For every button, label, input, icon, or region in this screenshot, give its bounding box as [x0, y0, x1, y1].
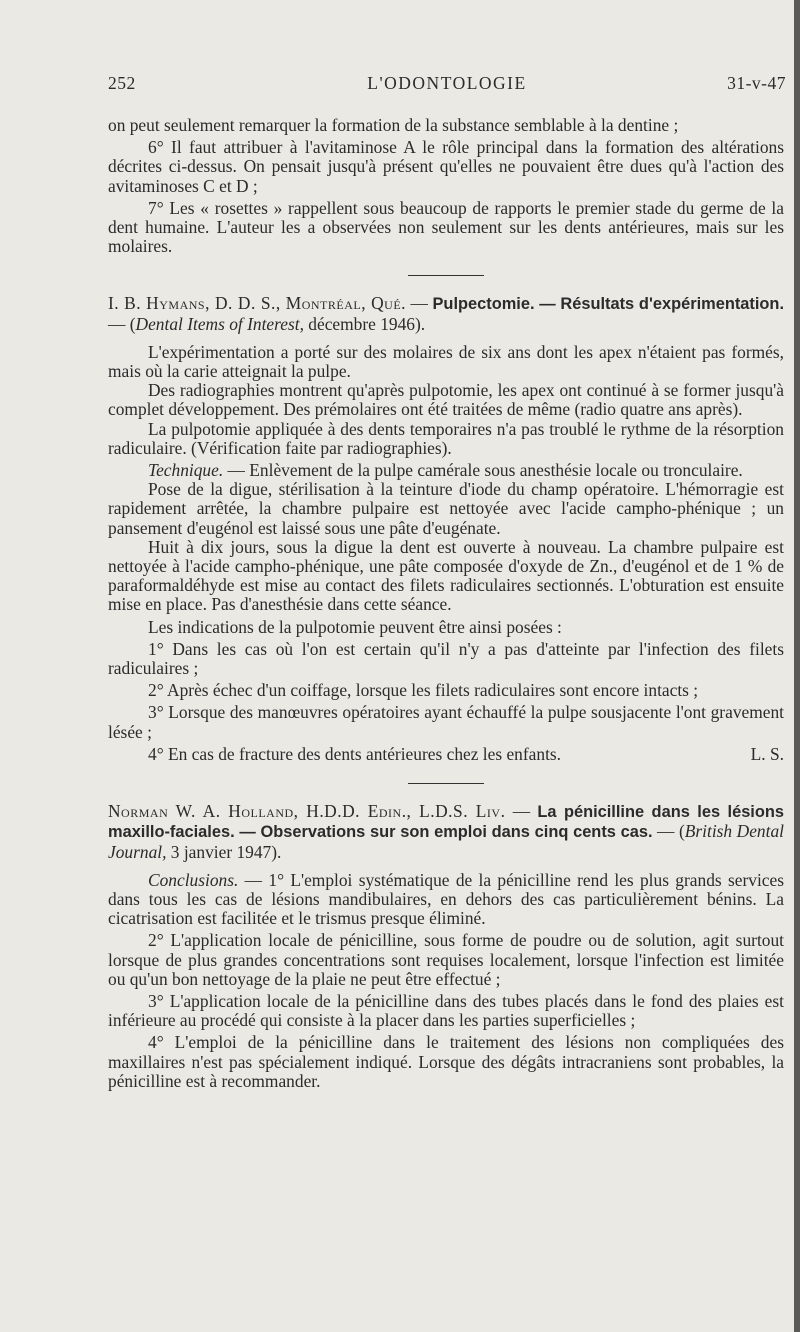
technique-paragraph: Technique. — Enlèvement de la pulpe camérale sous anesthésie locale ou tronculaire. — [148, 460, 743, 481]
conclusions-paragraph: Conclusions. — 1° L'emploi systématique de la pénicilline rend les plus grands services dans tous les cas de lésions mandibulaires, en dehors des cas particulièrement bénins. La cicatrisation est facilitée et le trismus presque éliminé. — [108, 869, 784, 929]
conclusions-label: Conclusions. — [148, 869, 239, 890]
intro-paragraph-3: 7° Les « rosettes » rappellent sous beaucoup de rapports le premier stade du germe de la dent humaine. L'auteur les a observées non seulement sur les dents antérieures, mais sur les molaires. — [108, 197, 784, 257]
technique-label: Technique. — [148, 460, 224, 481]
intro-paragraph-2: 6° Il faut attribuer à l'avitaminose A le rôle principal dans la formation des altérations décrites ci-dessus. On pensait jusqu'à présent qu'elles ne pouvaient être dues qu'à l'action des avitaminoses C et D ; — [108, 137, 784, 196]
article-source-date: décembre 1946). — [303, 313, 426, 334]
article-source: British Dental Journal, — [108, 821, 784, 862]
article-source: Dental Items of Interest, — [135, 313, 304, 334]
reviewer-signature: L. S. — [750, 743, 784, 764]
article-author: Norman W. A. Holland, H.D.D. Edin., L.D.S. Liv. — [108, 801, 506, 822]
body-paragraph: Huit à dix jours, sous la digue la dent est ouverte à nouveau. La chambre pulpaire est nettoyée à l'acide campho-phénique, une pâte composée d'oxyde de Zn., d'eugénol et de 1 % de paraformaldéhyde est mise au contact des filets radiculaires sectionnés. L'obturation est ensuite mise en place. Pas d'anesthésie dans cette séance. — [108, 536, 784, 615]
body-paragraph: L'expérimentation a porté sur des molaires de six ans dont les apex n'étaient pas formés, mais où la carie atteignait la pulpe. — [108, 341, 784, 382]
article-title: Pulpectomie. — Résultats d'expérimentation. — [432, 295, 784, 314]
article-hymans — [108, 294, 784, 764]
article-holland — [108, 802, 784, 1091]
body-paragraph: Pose de la digue, stérilisation à la teinture d'iode du champ opératoire. L'hémorragie est rapidement arrêtée, la chambre pulpaire est nettoyée avec l'acide campho-phénique ; un pansement d'eugénol est laissé sous une pâte d'eugénate. — [108, 479, 784, 538]
journal-title: L'ODONTOLOGIE — [367, 73, 527, 93]
conclusion-item: 2° L'application locale de pénicilline, sous forme de poudre ou de solution, agit surtout lorsque de plus grandes concentrations sont requises localement, lorsque l'infection est limitée ou qu'un bon nettoyage de la plaie ne peut être effectué ; — [108, 930, 784, 989]
article-title: La pénicilline dans les lésions maxillo-faciales. — Observations sur son emploi dans cinq cents cas. — [108, 803, 785, 842]
issue-date: 31-v-47 — [727, 73, 786, 93]
body-paragraph: Les indications de la pulpotomie peuvent être ainsi posées : — [148, 616, 562, 637]
conclusion-item: 3° L'application locale de la pénicilline dans des tubes placés dans le fond des plaies est inférieure au procédé qui consiste à la placer dans les parties superficielles ; — [108, 990, 784, 1031]
article-heading: I. B. Hymans, D. D. S., Montréal, Qué. — Pulpectomie. — Résultats d'expérimentation. — (Dental Items of Interest, décembre 1946). — [108, 293, 784, 334]
indication-item: 3° Lorsque des manœuvres opératoires ayant échauffé la pulpe sousjacente l'ont gravement lésée ; — [108, 702, 784, 742]
indication-item: 2° Après échec d'un coiffage, lorsque les filets radiculaires sont encore intacts ; — [148, 680, 699, 701]
intro-paragraph-1: on peut seulement remarquer la formation de la substance semblable à la dentine ; — [108, 115, 679, 135]
body-paragraph: Des radiographies montrent qu'après pulpotomie, les apex ont continué à se former jusqu'à complet développement. Des prémolaires ont été traitées de même (radio quatre ans après). — [108, 380, 784, 420]
indication-item: 1° Dans les cas où l'on est certain qu'il n'y a pas d'atteinte par l'infection des filets radiculaires ; — [108, 638, 784, 679]
page-edge-shadow — [794, 0, 800, 1332]
conclusion-item: 4° L'emploi de la pénicilline dans le traitement des lésions non compliquées des maxillaires n'est pas spécialement indiqué. Lorsque des dégâts intracraniens sont probables, la pénicilline est à recommander. — [108, 1032, 784, 1091]
body-paragraph: La pulpotomie appliquée à des dents temporaires n'a pas troublé le rythme de la résorption radiculaire. (Vérification faite par radiographies). — [108, 418, 784, 458]
page-body — [108, 116, 784, 1091]
article-author: I. B. Hymans, D. D. S., Montréal, Qué. — [108, 293, 407, 314]
section-divider — [408, 783, 484, 784]
indication-item: 4° En cas de fracture des dents antérieures chez les enfants. L. S. — [148, 743, 784, 764]
section-divider — [408, 275, 484, 276]
article-source-date: 3 janvier 1947). — [166, 841, 282, 862]
article-heading: Norman W. A. Holland, H.D.D. Edin., L.D.S. Liv. — La pénicilline dans les lésions maxillo-faciales. — Observations sur son emploi dans cinq cents cas. — (British Dental Journal, 3 janvier 1947). — [108, 801, 785, 862]
page-number: 252 — [108, 73, 136, 93]
running-header — [108, 73, 786, 97]
